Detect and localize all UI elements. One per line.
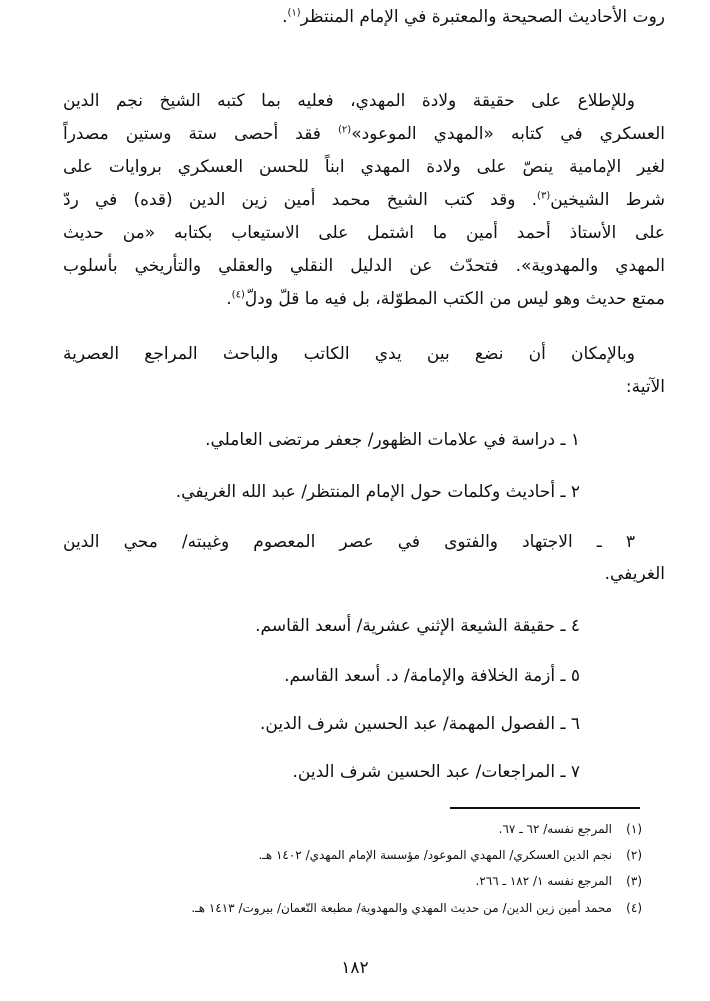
footnote-ref: (١)	[287, 7, 301, 19]
footnote-ref: (٢)	[338, 124, 352, 136]
list-item	[63, 611, 665, 641]
text-segment: فقد أحصى ستة وستين مصدراً	[63, 124, 339, 144]
list-item	[63, 425, 665, 455]
footnote	[499, 819, 642, 839]
text-segment: ٦ ـ الفصول المهمة/ عبد الحسين شرف الدين.	[259, 714, 580, 734]
list-item	[63, 661, 665, 691]
footnote	[475, 871, 642, 891]
footnote-number: (٣)	[626, 874, 642, 888]
footnote-number: (٤)	[626, 901, 642, 915]
text-segment: على الأستاذ أحمد أمين ما اشتمل على الاستيعاب بكتابه «من حديث	[63, 223, 665, 243]
text-segment: لغير الإمامية ينصّ على ولادة المهدي ابناً للحسن العسكري بروايات على	[63, 157, 665, 177]
list-item	[63, 757, 665, 787]
text-line	[63, 527, 665, 557]
text-line	[63, 185, 665, 215]
footnote	[258, 845, 642, 865]
text-line	[63, 251, 665, 281]
text-line	[63, 559, 665, 589]
text-segment: ٣ ـ الاجتهاد والفتوى في عصر المعصوم وغيبته/ محي الدين	[63, 532, 635, 552]
footnote-ref: (٣)	[537, 190, 551, 202]
text-line	[63, 119, 665, 149]
text-segment: . وقد كتب الشيخ محمد أمين زين الدين (قده) في ردّ	[63, 190, 538, 210]
text-segment: الغريفي.	[604, 564, 665, 584]
text-line	[63, 339, 665, 369]
footnote-text: نجم الدين العسكري/ المهدي الموعود/ مؤسسة الإمام المهدي/ ١٤٠٢ هـ.	[258, 848, 612, 862]
text-line	[63, 152, 665, 182]
text-segment: المهدي والمهدوية». فتحدّث عن الدليل النقلي والعقلي والتأريخي بأسلوب	[63, 256, 665, 276]
list-item	[63, 477, 665, 507]
text-segment: ٥ ـ أزمة الخلافة والإمامة/ د. أسعد القاسم.	[284, 666, 580, 686]
text-segment: روت الأحاديث الصحيحة والمعتبرة في الإمام المنتظر	[300, 7, 665, 27]
footnote	[191, 898, 642, 918]
text-line	[63, 86, 665, 116]
list-item	[63, 709, 665, 739]
text-segment: وبالإمكان أن نضع بين يدي الكاتب والباحث المراجع العصرية	[63, 344, 635, 364]
text-segment: ٢ ـ أحاديث وكلمات حول الإمام المنتظر/ عبد الله الغريفي.	[175, 482, 580, 502]
text-segment: ٧ ـ المراجعات/ عبد الحسين شرف الدين.	[292, 762, 580, 782]
text-line	[63, 372, 665, 402]
footnote-ref: (٤)	[231, 289, 245, 301]
text-line	[63, 2, 665, 32]
text-segment: الآتية:	[625, 377, 665, 397]
footnote-text: المرجع نفسه ١/ ١٨٢ ـ ٢٦٦.	[475, 874, 612, 888]
text-segment: وللإطلاع على حقيقة ولادة المهدي، فعليه بما كتبه الشيخ نجم الدين	[63, 91, 635, 111]
text-line	[63, 218, 665, 248]
footnote-divider	[450, 807, 640, 809]
text-segment: العسكري في كتابه «المهدي الموعود»	[351, 124, 665, 144]
footnote-text: محمد أمين زين الدين/ من حديث المهدي والمهدوية/ مطبعة النّعمان/ بيروت/ ١٤١٣ هـ.	[191, 901, 612, 915]
footnote-number: (١)	[626, 822, 642, 836]
text-segment: شرط الشيخين	[550, 190, 665, 210]
page-number: ١٨٢	[341, 958, 369, 978]
text-segment: ١ ـ دراسة في علامات الظهور/ جعفر مرتضى العاملي.	[205, 430, 580, 450]
text-segment: .	[226, 289, 232, 309]
footnote-number: (٢)	[626, 848, 642, 862]
footnote-text: المرجع نفسه/ ٦٢ ـ ٦٧.	[498, 822, 612, 836]
text-segment: ممتع حديث وهو ليس من الكتب المطوّلة، بل فيه ما قلّ ودلّ	[244, 289, 665, 309]
text-segment: ٤ ـ حقيقة الشيعة الإثني عشرية/ أسعد القاسم.	[255, 616, 580, 636]
text-segment: .	[282, 7, 288, 27]
text-line	[63, 284, 665, 314]
